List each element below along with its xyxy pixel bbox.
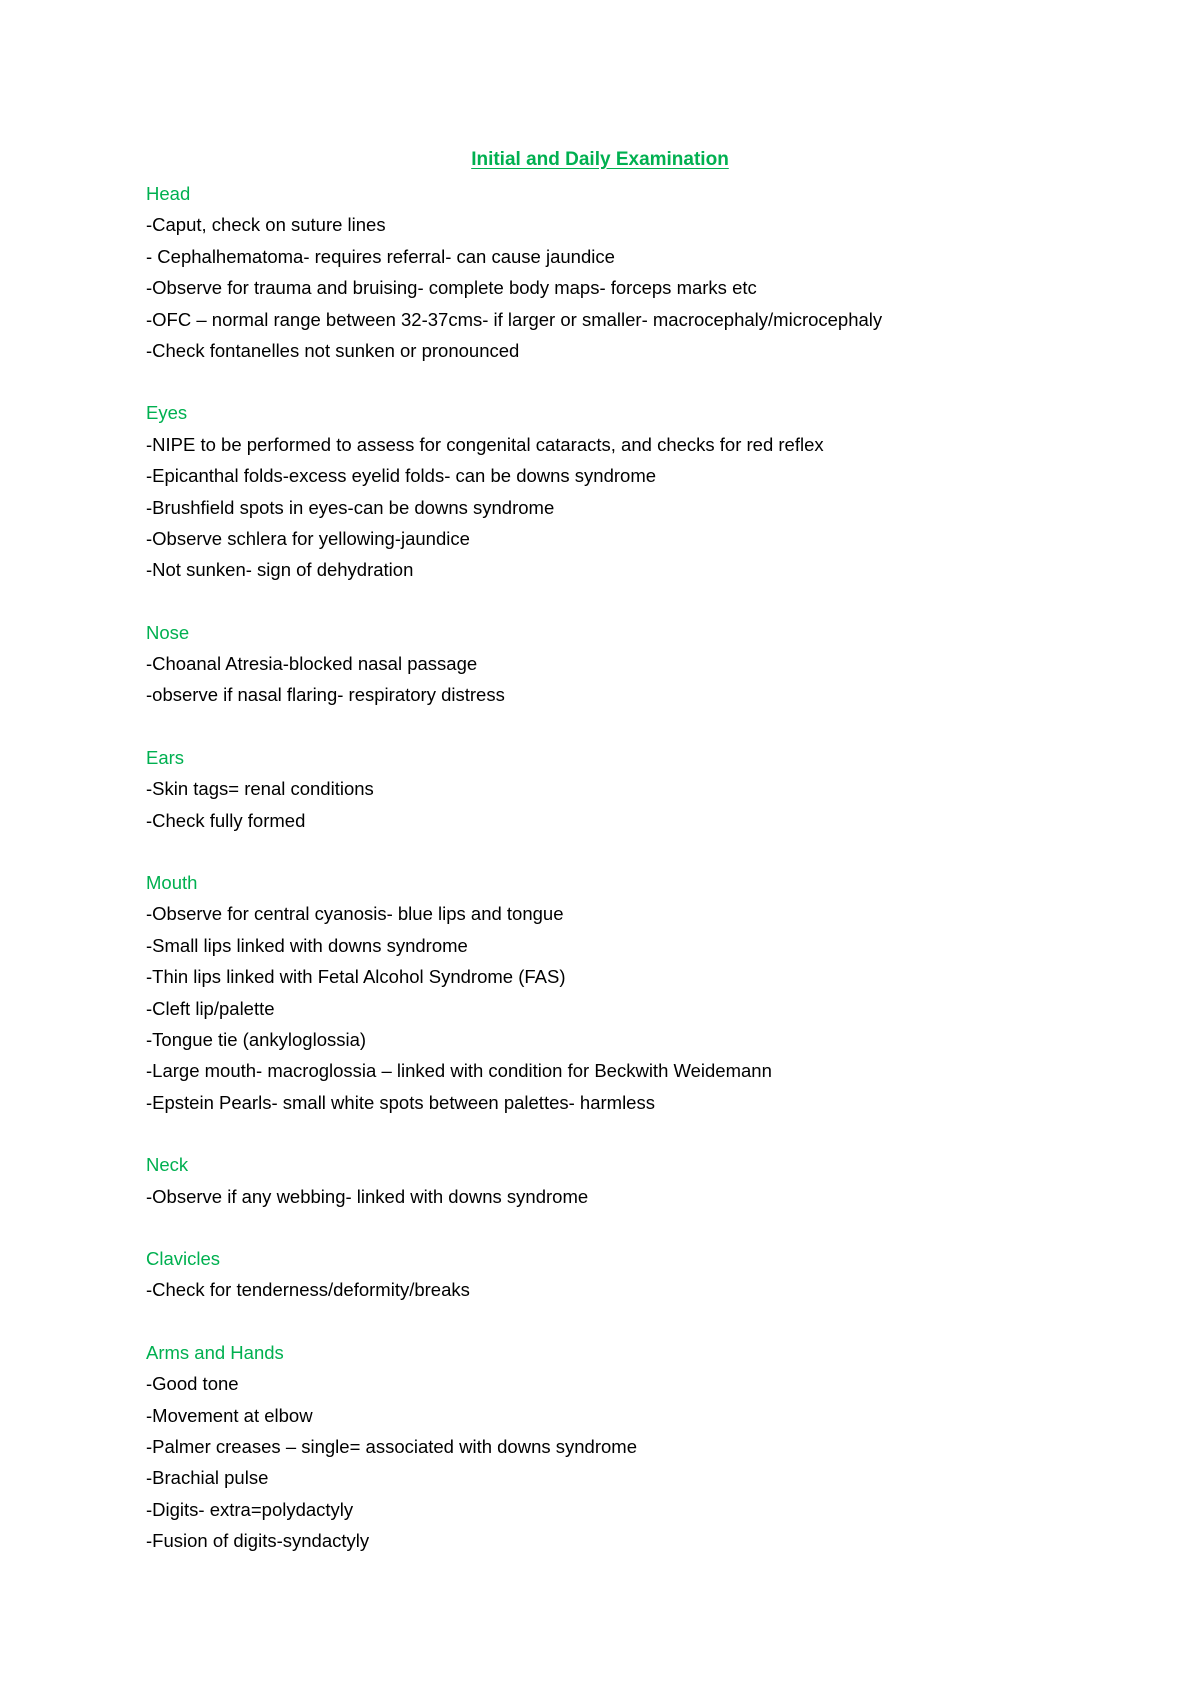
text-line: -Caput, check on suture lines xyxy=(146,214,386,236)
section-heading: Arms and Hands xyxy=(146,1341,284,1363)
section-ears xyxy=(146,742,1126,836)
text-line: -Skin tags= renal conditions xyxy=(146,778,374,800)
document-body xyxy=(146,178,1126,1587)
section-heading: Head xyxy=(146,183,191,204)
section-heading: Neck xyxy=(146,1154,189,1176)
section-clavicles xyxy=(146,1243,1126,1306)
text-line: -Tongue tie (ankyloglossia) xyxy=(146,1028,367,1050)
text-line: -Observe for central cyanosis- blue lips and tongue xyxy=(146,903,564,925)
text-line: -Small lips linked with downs syndrome xyxy=(146,934,468,956)
text-line: -Palmer creases – single= associated with downs syndrome xyxy=(146,1435,637,1457)
section-neck xyxy=(146,1149,1126,1212)
text-line: -Fusion of digits-syndactyly xyxy=(146,1530,370,1552)
text-line: -Digits- extra=polydactyly xyxy=(146,1498,354,1520)
text-line: -Brachial pulse xyxy=(146,1467,269,1489)
section-head xyxy=(146,178,1126,366)
text-line: -Check fully formed xyxy=(146,809,306,831)
text-line: -Not sunken- sign of dehydration xyxy=(146,559,414,581)
text-line: -Observe if any webbing- linked with downs syndrome xyxy=(146,1185,589,1207)
text-line: -Epstein Pearls- small white spots between palettes- harmless xyxy=(146,1091,655,1113)
section-arms-and-hands xyxy=(146,1337,1126,1557)
section-heading: Nose xyxy=(146,621,190,643)
text-line: -Observe schlera for yellowing-jaundice xyxy=(146,527,470,549)
text-line: -OFC – normal range between 32-37cms- if larger or smaller- macrocephaly/microcephaly xyxy=(146,308,883,330)
section-heading: Mouth xyxy=(146,872,198,894)
section-nose xyxy=(146,617,1126,711)
text-line: -Check for tenderness/deformity/breaks xyxy=(146,1279,470,1301)
text-line: -Cleft lip/palette xyxy=(146,997,275,1019)
section-heading: Clavicles xyxy=(146,1247,221,1269)
section-mouth xyxy=(146,867,1126,1118)
text-line: -Epicanthal folds-excess eyelid folds- can be downs syndrome xyxy=(146,465,657,487)
text-line: -Brushfield spots in eyes-can be downs syndrome xyxy=(146,496,555,518)
text-line: -Check fontanelles not sunken or pronounced xyxy=(146,339,520,361)
text-line: -observe if nasal flaring- respiratory distress xyxy=(146,684,505,706)
text-line: - Cephalhematoma- requires referral- can cause jaundice xyxy=(146,245,615,267)
text-line: -Large mouth- macroglossia – linked with condition for Beckwith Weidemann xyxy=(146,1060,772,1082)
section-heading: Ears xyxy=(146,746,185,768)
section-heading: Eyes xyxy=(146,402,188,424)
text-line: -Good tone xyxy=(146,1373,239,1395)
section-eyes xyxy=(146,397,1126,585)
text-line: -NIPE to be performed to assess for congenital cataracts, and checks for red reflex xyxy=(146,433,824,455)
text-line: -Observe for trauma and bruising- complete body maps- forceps marks etc xyxy=(146,277,757,299)
text-line: -Thin lips linked with Fetal Alcohol Syndrome (FAS) xyxy=(146,966,566,988)
text-line: -Movement at elbow xyxy=(146,1404,313,1426)
page-title: Initial and Daily Examination xyxy=(471,149,729,170)
text-line: -Choanal Atresia-blocked nasal passage xyxy=(146,653,478,675)
